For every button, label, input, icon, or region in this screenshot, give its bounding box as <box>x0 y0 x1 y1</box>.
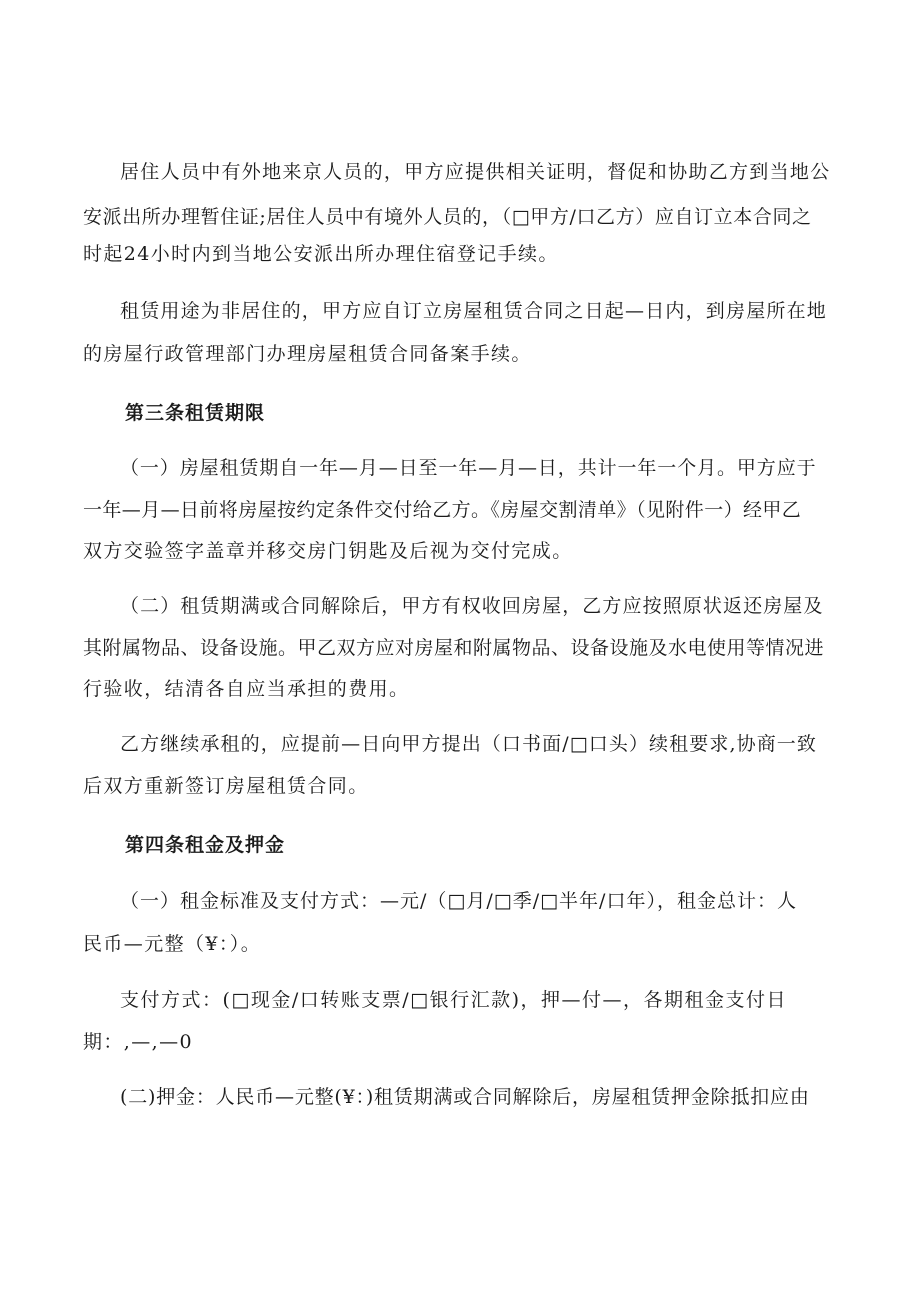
paragraph-1-line-2: 安派出所办理暂住证;居住人员中有境外人员的，（□甲方/口乙方）应自订立本合同之 <box>83 206 812 228</box>
paragraph-2-line-1: 租赁用途为非居住的，甲方应自订立房屋租赁合同之日起—日内，到房屋所在地 <box>120 300 828 322</box>
paragraph-7-line-2: 期：,—,—0 <box>83 1031 193 1053</box>
paragraph-3-line-1: （一）房屋租赁期自一年—月—日至一年—月—日，共计一年一个月。甲方应于 <box>120 457 817 479</box>
paragraph-1-line-1: 居住人员中有外地来京人员的，甲方应提供相关证明，督促和协助乙方到当地公 <box>120 161 831 183</box>
paragraph-4-line-1: （二）租赁期满或合同解除后，甲方有权收回房屋，乙方应按照原状返还房屋及 <box>120 595 824 617</box>
section-heading-article-4: 第四条租金及押金 <box>125 834 286 856</box>
paragraph-6-line-2: 民币—元整（¥：）。 <box>83 933 262 955</box>
paragraph-3-line-2: 一年—月—日前将房屋按约定条件交付给乙方。《房屋交割清单》（见附件一）经甲乙 <box>83 499 802 521</box>
paragraph-1-line-3: 时起24小时内到当地公安派出所办理住宿登记手续。 <box>83 243 559 265</box>
section-heading-article-3: 第三条租赁期限 <box>125 402 266 424</box>
paragraph-3-line-3: 双方交验签字盖章并移交房门钥匙及后视为交付完成。 <box>83 540 573 562</box>
paragraph-2-line-2: 的房屋行政管理部门办理房屋租赁合同备案手续。 <box>83 343 532 365</box>
paragraph-8-line-1: (二)押金：人民币—元整(¥：)租赁期满或合同解除后，房屋租赁押金除抵扣应由 <box>120 1086 810 1108</box>
paragraph-4-line-3: 行验收，结清各自应当承担的费用。 <box>83 678 410 700</box>
paragraph-7-line-1: 支付方式：(□现金/口转账支票/□银行汇款)，押—付—，各期租金支付日 <box>120 989 788 1011</box>
paragraph-5-line-2: 后双方重新签订房屋租赁合同。 <box>83 775 369 797</box>
paragraph-4-line-2: 其附属物品、设备设施。甲乙双方应对房屋和附属物品、设备设施及水电使用等情况进 <box>83 637 825 659</box>
paragraph-5-line-1: 乙方继续承租的，应提前—日向甲方提出（口书面/□口头）续租要求,协商一致 <box>120 733 817 755</box>
paragraph-6-line-1: （一）租金标准及支付方式：—元/（□月/□季/□半年/口年），租金总计：人 <box>120 890 797 912</box>
